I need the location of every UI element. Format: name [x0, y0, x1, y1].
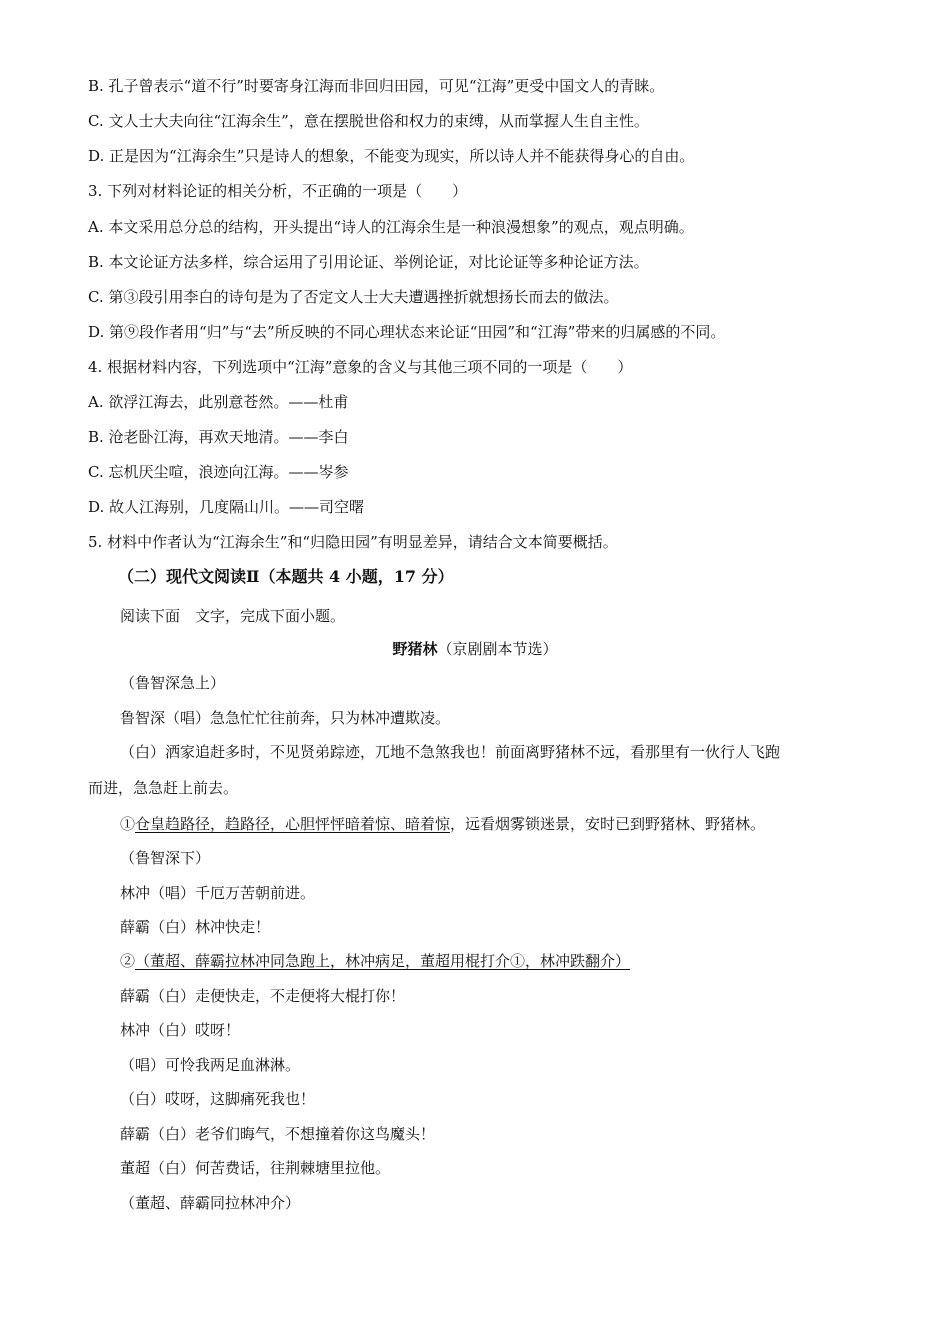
play-title-line: [0, 639, 950, 659]
stage-direction: （鲁智深下）: [120, 849, 211, 867]
underlined-passage-2: （董超、薛霸拉林冲同急跑上，林冲病足，董超用棍打介①，林冲跌翻介）: [135, 952, 631, 970]
passage-rest: ，远看烟雾锁迷景，安时已到野猪林、野猪林。: [450, 815, 766, 833]
q4-option-a: A. 欲浮江海去，此别意苍然。——杜甫: [88, 393, 349, 411]
dialogue-line: （唱）可怜我两足血淋淋。: [120, 1056, 301, 1074]
q3-stem: 3. 下列对材料论证的相关分析，不正确的一项是（ ）: [88, 182, 468, 200]
dialogue-line: 薛霸（白）走便快走，不走便将大棍打你！: [120, 987, 406, 1005]
dialogue-line: 董超（白）何苦费话，往荆棘塘里拉他。: [120, 1159, 391, 1177]
dialogue-line: 林冲（唱）千厄万苦朝前进。: [120, 884, 316, 902]
stage-direction: （董超、薛霸同拉林冲介）: [120, 1194, 301, 1212]
stage-direction: （鲁智深急上）: [120, 674, 226, 692]
dialogue-line-marked: [120, 814, 765, 834]
q3-option-a: A. 本文采用总分总的结构，开头提出“诗人的江海余生是一种浪漫想象”的观点，观点明确。: [88, 218, 694, 236]
dialogue-line-continued: 而进，急急赶上前去。: [88, 779, 239, 797]
stage-direction-marked: [120, 951, 630, 971]
underlined-passage-1: 仓皇趋路径，趋路径，心胆怦怦暗着惊、暗着惊: [135, 815, 451, 833]
q5-stem: 5. 材料中作者认为“江海余生”和“归隐田园”有明显差异，请结合文本简要概括。: [88, 533, 618, 551]
marker-1: ①: [120, 815, 136, 833]
dialogue-line: 林冲（白）哎呀！: [120, 1021, 241, 1039]
dialogue-line: 薛霸（白）老爷们晦气，不想撞着你这鸟魔头！: [120, 1125, 436, 1143]
q4-stem: 4. 根据材料内容，下列选项中“江海”意象的含义与其他三项不同的一项是（ ）: [88, 358, 633, 376]
dialogue-line: （白）哎呀，这脚痛死我也！: [120, 1090, 316, 1108]
marker-2: ②: [120, 952, 136, 970]
dialogue-line: 鲁智深（唱）急急忙忙往前奔，只为林冲遭欺凌。: [120, 709, 451, 727]
q4-option-d: D. 故人江海别，几度隔山川。——司空曙: [88, 498, 365, 516]
q3-option-c: C. 第③段引用李白的诗句是为了否定文人士大夫遭遇挫折就想扬长而去的做法。: [88, 288, 619, 306]
q4-option-b: B. 沧老卧江海，再欢天地清。——李白: [88, 428, 349, 446]
q2-option-c: C. 文人士大夫向往“江海余生”，意在摆脱世俗和权力的束缚，从而掌握人生自主性。: [88, 112, 649, 130]
play-title: 野猪林: [392, 640, 438, 658]
section-title: （二）现代文阅读Ⅱ（本题共 4 小题，17 分）: [118, 567, 454, 586]
q4-option-c: C. 忘机厌尘喧，浪迹向江海。——岑参: [88, 463, 349, 481]
q3-option-d: D. 第⑨段作者用“归”与“去”所反映的不同心理状态来论证“田园”和“江海”带来的归属感的不同。: [88, 323, 726, 341]
dialogue-line: （白）洒家追赶多时，不见贤弟踪迹，兀地不急煞我也！前面离野猪林不远，看那里有一伙行人飞跑: [120, 743, 781, 761]
q2-option-d: D. 正是因为“江海余生”只是诗人的想象，不能变为现实，所以诗人并不能获得身心的自由。: [88, 147, 695, 165]
q2-option-b: B. 孔子曾表示“道不行”时要寄身江海而非回归田园，可见“江海”更受中国文人的青睐。: [88, 77, 665, 95]
q3-option-b: B. 本文论证方法多样，综合运用了引用论证、举例论证，对比论证等多种论证方法。: [88, 253, 649, 271]
section-instruction: 阅读下面 文字，完成下面小题。: [120, 607, 346, 625]
play-subtitle: （京剧剧本节选）: [437, 640, 558, 658]
dialogue-line: 薛霸（白）林冲快走！: [120, 918, 271, 936]
